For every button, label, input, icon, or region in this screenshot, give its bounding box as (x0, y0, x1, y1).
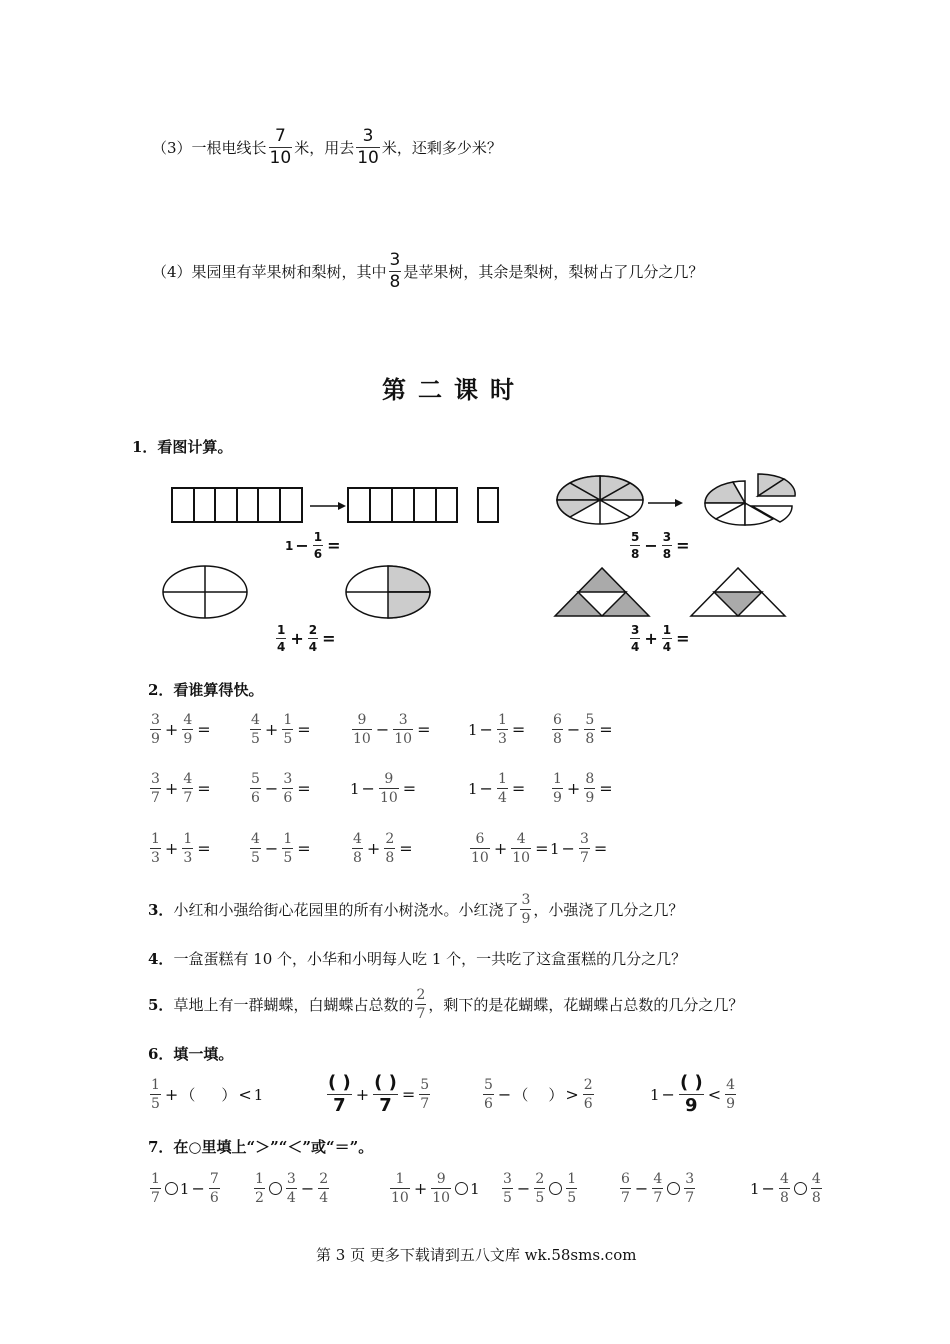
fraction: $\frac{8}{9}$ (585, 771, 595, 806)
q2-expr: 1 − $\frac{9}{10}$ = (350, 771, 417, 806)
question-prev-4: （4）果园里有苹果树和梨树，其中 $\frac{3}{8}$ 是苹果树，其余是梨树，梨树占了几分之几？ (152, 250, 704, 292)
fraction: $\frac{9}{10}$ (353, 712, 371, 747)
q2-expr: $\frac{5}{6}$ − $\frac{3}{6}$ = (251, 771, 311, 806)
compare-circle[interactable] (667, 1182, 680, 1195)
compare-circle[interactable] (794, 1182, 807, 1195)
fraction: $\frac{2}{8}$ (385, 831, 395, 866)
fraction: $\frac{6}{8}$ (553, 712, 562, 747)
q7-expr-2: $\frac{1}{2}$ $\frac{3}{4}$ − $\frac{2}{4}$ (255, 1171, 329, 1206)
question-3: 3． 小红和小强给街心花园里的所有小树浇水。小红浇了 $\frac{3}{9}$ ，小强浇了几分之几？ (148, 892, 684, 927)
fraction: $\frac{1}{4}$ (497, 771, 507, 806)
q1-label-rect: 1 − $\frac{1}{6}$ = (285, 530, 341, 561)
q2-expr: 1 − $\frac{1}{3}$ = (468, 712, 526, 747)
q6-title: 6．填一填。 (148, 1045, 234, 1063)
rect-figure-left (172, 488, 302, 522)
fraction: $\frac{4}{10}$ (512, 831, 531, 866)
q2-expr: $\frac{9}{10}$ − $\frac{3}{10}$ = (353, 712, 431, 747)
fraction: $\frac{3}{6}$ (283, 771, 293, 806)
fraction: $\frac{3}{10}$ (394, 712, 413, 747)
fraction: $\frac{3}{7}$ (151, 771, 160, 806)
fraction: $\frac{1}{9}$ (553, 771, 562, 806)
fraction: $\frac{1}{3}$ (151, 831, 160, 866)
compare-circle[interactable] (269, 1182, 282, 1195)
fraction: $\frac{1}{5}$ (283, 712, 293, 747)
q2-expr: 1 − $\frac{1}{4}$ = (468, 771, 526, 806)
fraction: $\frac{3}{9}$ (151, 712, 160, 747)
q2-expr: $\frac{3}{9}$ + $\frac{4}{9}$ = (151, 712, 211, 747)
pie-figure-right (705, 474, 795, 525)
fraction: $\frac{1}{3}$ (183, 831, 193, 866)
q2-expr: $\frac{6}{8}$ − $\frac{5}{8}$ = (553, 712, 613, 747)
q1-label-oval: $\frac{1}{4}$ + $\frac{2}{4}$ = (277, 623, 336, 654)
q7-expr-4: $\frac{3}{5}$ − $\frac{2}{5}$ $\frac{1}{5}$ (503, 1171, 577, 1206)
q2-expr: $\frac{6}{10}$ + $\frac{4}{10}$ = (471, 831, 549, 866)
q7-expr-3: $\frac{1}{10}$ + $\frac{9}{10}$ 1 (391, 1171, 480, 1206)
q6-expr-2: $\frac{( )}{7}$ + $\frac{( )}{7}$ = $\frac{5}{7}$ (328, 1072, 430, 1116)
compare-circle[interactable] (455, 1182, 468, 1195)
q2-expr: $\frac{4}{5}$ − $\frac{1}{5}$ = (251, 831, 311, 866)
arrow-icon (648, 499, 683, 507)
blank-fraction[interactable]: $\frac{( )}{7}$ (374, 1072, 397, 1116)
q6-expr-1: $\frac{1}{5}$ + （ ） < 1 (151, 1077, 264, 1112)
q1-title: 1．看图计算。 (132, 438, 233, 456)
fraction: $\frac{4}{5}$ (251, 831, 260, 866)
blank-fraction[interactable]: $\frac{( )}{9}$ (679, 1072, 703, 1116)
fraction: $\frac{4}{9}$ (183, 712, 193, 747)
fraction: $\frac{3}{10}$ (357, 126, 379, 168)
oval-figure-left (163, 566, 247, 618)
q2-title: 2．看谁算得快。 (148, 681, 264, 699)
q2-expr: $\frac{3}{7}$ + $\frac{4}{7}$ = (151, 771, 211, 806)
q7-expr-1: $\frac{1}{7}$ 1 − $\frac{7}{6}$ (151, 1171, 219, 1206)
q7-expr-5: $\frac{6}{7}$ − $\frac{4}{7}$ $\frac{3}{7}$ (621, 1171, 695, 1206)
fraction: $\frac{4}{7}$ (183, 771, 193, 806)
q1-label-tri: $\frac{3}{4}$ + $\frac{1}{4}$ = (631, 623, 690, 654)
q2-expr: $\frac{4}{8}$ + $\frac{2}{8}$ = (353, 831, 413, 866)
q1-figures (160, 466, 810, 656)
q2-expr: $\frac{1}{9}$ + $\frac{8}{9}$ = (553, 771, 613, 806)
fraction: $\frac{3}{8}$ (389, 250, 401, 292)
fraction: $\frac{5}{8}$ (585, 712, 595, 747)
fraction: $\frac{6}{10}$ (471, 831, 489, 866)
q1-label-pie: $\frac{5}{8}$ − $\frac{3}{8}$ = (631, 530, 690, 561)
fraction: $\frac{1}{3}$ (497, 712, 507, 747)
pie-figure-left (557, 476, 643, 524)
fraction: $\frac{4}{8}$ (353, 831, 362, 866)
fraction: $\frac{1}{5}$ (283, 831, 293, 866)
q2-expr: $\frac{4}{5}$ + $\frac{1}{5}$ = (251, 712, 311, 747)
triangle-figure-left (555, 568, 649, 616)
q6-expr-3: $\frac{5}{6}$ − （ ） > $\frac{2}{6}$ (484, 1077, 593, 1112)
oval-figure-right (346, 566, 430, 618)
q6-expr-4: 1 − $\frac{( )}{9}$ < $\frac{4}{9}$ (650, 1072, 736, 1116)
fraction: $\frac{4}{5}$ (251, 712, 260, 747)
section-title: 第二课时 (382, 375, 526, 404)
fraction: $\frac{5}{6}$ (251, 771, 260, 806)
fraction: $\frac{3}{7}$ (579, 831, 589, 866)
fraction: $\frac{9}{10}$ (379, 771, 398, 806)
question-5: 5． 草地上有一群蝴蝶，白蝴蝶占总数的 $\frac{2}{7}$ ，剩下的是花蝴蝶，花蝴蝶占总数的几分之几？ (148, 987, 744, 1022)
fraction: $\frac{7}{10}$ (269, 126, 292, 168)
q2-expr: 1 − $\frac{3}{7}$ = (550, 831, 608, 866)
question-prev-3: （3）一根电线长 $\frac{7}{10}$ 米，用去 $\frac{3}{10}$ 米，还剩多少米？ (152, 126, 502, 168)
question-4: 4． 一盒蛋糕有 10 个，小华和小明每人吃 1 个，一共吃了这盒蛋糕的几分之几？ (148, 950, 687, 968)
q2-expr: $\frac{1}{3}$ + $\frac{1}{3}$ = (151, 831, 211, 866)
compare-circle[interactable] (549, 1182, 562, 1195)
blank-fraction[interactable]: $\frac{( )}{7}$ (328, 1072, 351, 1116)
arrow-icon (310, 502, 346, 510)
q7-title: 7．在○里填上“＞”“＜”或“＝”。 (148, 1138, 374, 1156)
rect-figure-right (348, 488, 498, 522)
compare-circle[interactable] (165, 1182, 178, 1195)
page-footer: 第 3 页 更多下载请到五八文库 wk.58sms.com (316, 1246, 637, 1264)
q7-expr-6: 1 − $\frac{4}{8}$ $\frac{4}{8}$ (750, 1171, 821, 1206)
triangle-figure-right (691, 568, 785, 616)
